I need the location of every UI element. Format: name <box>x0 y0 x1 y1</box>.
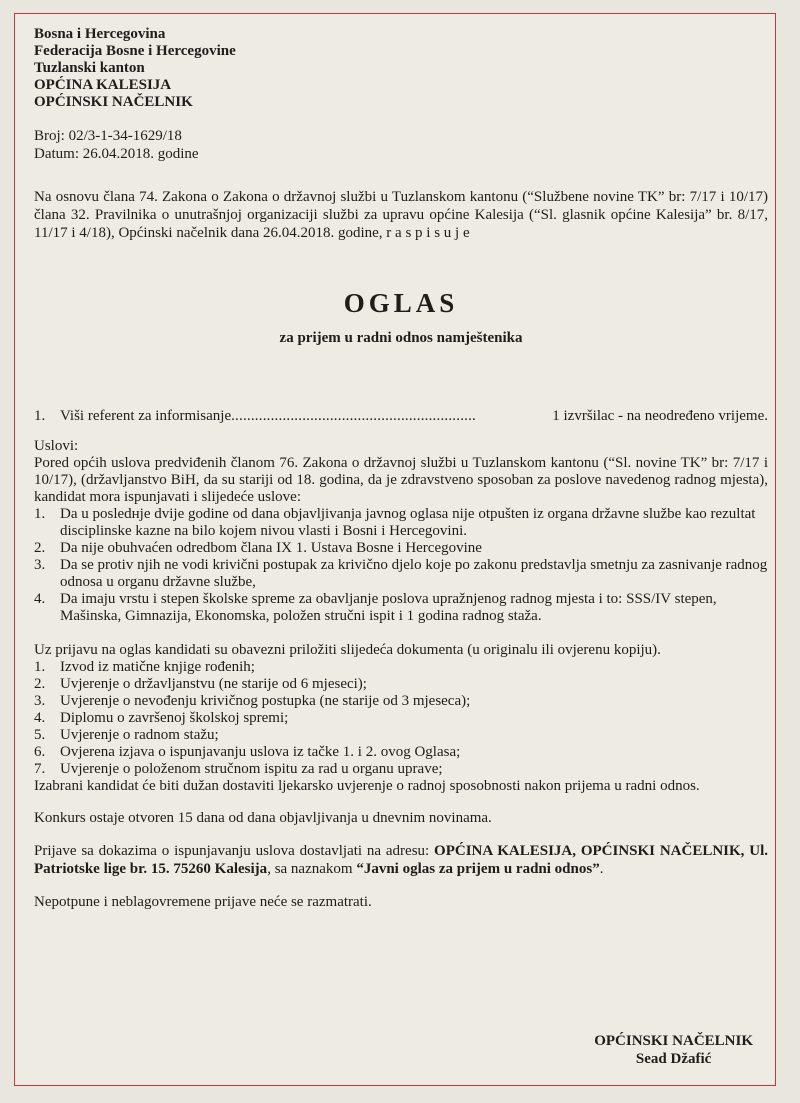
item-text: Uvjerenje o položenom stručnom ispitu za rad u organu uprave; <box>60 761 443 777</box>
item-number: 4. <box>34 710 46 726</box>
list-item <box>34 761 768 778</box>
document-title: OGLAS <box>343 288 459 318</box>
conditions-list <box>34 506 768 625</box>
list-item <box>34 676 768 693</box>
document-subtitle: za prijem u radni odnos namještenika <box>279 330 523 346</box>
incomplete-applications-note: Nepotpune i neblagovremene prijave neće se razmatrati. <box>34 894 372 910</box>
item-number: 7. <box>34 761 46 777</box>
item-text: Da imaju vrstu i stepen školske spreme za obavljanje poslova upražnjenog radnog mjesta i to: SSS/IV stepen, Mašinska, Gimnazija, Ekonomska, položen stručni ispit i 1 godina radnog staža. <box>60 591 717 624</box>
item-text: Uvjerenje o radnom stažu; <box>60 727 219 743</box>
submission-end: . <box>599 861 604 877</box>
reference-number: Broj: 02/3-1-34-1629/18 <box>34 128 182 144</box>
list-item <box>34 591 768 625</box>
position-leader-dots: .............................................................. <box>231 408 477 424</box>
item-text: Uvjerenje o nevođenju krivičnog postupka (ne starije od 3 mjeseca); <box>60 693 471 709</box>
conditions-intro: Pored općih uslova predviđenih članom 76. Zakona o državnoj službi u Tuzlanskom kantonu (“Sl. novine TK” br: 7/17 i 10/17), (državljanstvo BiH, da su stariji od 18. godina, da je zdravstveno sposoban za poslove navedenog radnog mjesta), kandidat mora ispunjavati i slijedeće uslove: <box>34 455 768 505</box>
list-item <box>34 693 768 710</box>
position-number: 1. <box>34 408 46 424</box>
item-text: Da u posledнje dvije godine od dana objavljivanja javnog oglasa nije otpušten iz organa državne službe kao rezultat disciplinske kazne na bilo kojem nivou vlasti i Bosni i Hercegovini. <box>60 506 756 539</box>
document-body <box>34 26 768 911</box>
header-office: OPĆINSKI NAČELNIK <box>34 94 193 110</box>
list-item <box>34 727 768 744</box>
item-number: 2. <box>34 676 46 692</box>
item-text: Uvjerenje o državljanstvu (ne starije od 6 mjeseci); <box>60 676 367 692</box>
submission-label: “Javni oglas za prijem u radni odnos” <box>356 861 600 877</box>
list-item <box>34 557 768 591</box>
item-text: Ovjerena izjava o ispunjavanju uslova iz tačke 1. i 2. ovog Oglasa; <box>60 744 461 760</box>
list-item <box>34 744 768 761</box>
issuer-header <box>34 26 768 111</box>
document-date: Datum: 26.04.2018. godine <box>34 145 199 162</box>
legal-basis-paragraph: Na osnovu člana 74. Zakona o Zakona o državnoj službi u Tuzlanskom kantonu (“Službene novine TK” br: 7/17 i 10/17) člana 32. Pravilnika o unutrašnjoj organizaciji službi za upravu općine Kalesija (“Sl. glasnik općine Kalesija” br. 8/17, 11/17 i 4/18), Općinski načelnik dana 26.04.2018. godine, r a s p i s u j e <box>34 189 768 241</box>
document-meta <box>34 128 768 163</box>
submission-mid: , sa naznakom <box>267 861 357 877</box>
submission-address: OPĆINA KALESIJA, OPĆINSKI NAČELNIK, Ul. Patriotske lige br. 15. 75260 Kalesija <box>34 843 768 877</box>
submission-instructions <box>34 842 768 878</box>
documents-list <box>34 659 768 778</box>
item-number: 2. <box>34 540 46 556</box>
item-number: 3. <box>34 693 46 709</box>
item-number: 1. <box>34 659 46 675</box>
item-number: 3. <box>34 557 46 573</box>
item-text: Da se protiv njih ne vodi krivični postupak za krivično djelo koje po zakonu predstavlja smetnju za zasnivanje radnog odnosa u organu državne službe, <box>60 557 768 590</box>
medical-certificate-note: Izabrani kandidat će biti dužan dostaviti ljekarsko uvjerenje o radnoj sposobnosti nakon prijema u radni odnos. <box>34 778 700 794</box>
header-federation: Federacija Bosne i Hercegovine <box>34 43 236 59</box>
header-canton: Tuzlanski kanton <box>34 60 145 76</box>
list-item <box>34 540 768 557</box>
item-number: 5. <box>34 727 46 743</box>
list-item <box>34 659 768 676</box>
item-number: 4. <box>34 591 46 607</box>
item-text: Diplomu o završenoj školskoj spremi; <box>60 710 289 726</box>
list-item <box>34 710 768 727</box>
header-municipality: OPĆINA KALESIJA <box>34 77 172 93</box>
item-number: 6. <box>34 744 46 760</box>
signatory-name: Sead Džafić <box>635 1051 712 1067</box>
header-country: Bosna i Hercegovina <box>34 26 166 42</box>
signatory-role: OPĆINSKI NAČELNIK <box>594 1033 753 1049</box>
conditions-heading: Uslovi: <box>34 438 79 454</box>
open-period-note: Konkurs ostaje otvoren 15 dana od dana objavljivanja u dnevnim novinama. <box>34 810 492 826</box>
position-detail: 1 izvršilac - na neodređeno vrijeme. <box>552 408 768 424</box>
list-item <box>34 506 768 540</box>
position-name: Viši referent za informisanje <box>60 408 232 424</box>
submission-prefix: Prijave sa dokazima o ispunjavanju uslova dostavljati na adresu: <box>34 843 435 859</box>
documents-intro: Uz prijavu na oglas kandidati su obavezni priložiti slijedeća dokumenta (u originalu ili ovjerenu kopiju). <box>34 642 661 658</box>
signature-block <box>594 1032 753 1068</box>
position-entry <box>34 408 768 425</box>
item-text: Da nije obuhvaćen odredbom člana IX 1. Ustava Bosne i Hercegovine <box>60 540 482 556</box>
item-number: 1. <box>34 506 46 522</box>
item-text: Izvod iz matične knjige rođenih; <box>60 659 255 675</box>
